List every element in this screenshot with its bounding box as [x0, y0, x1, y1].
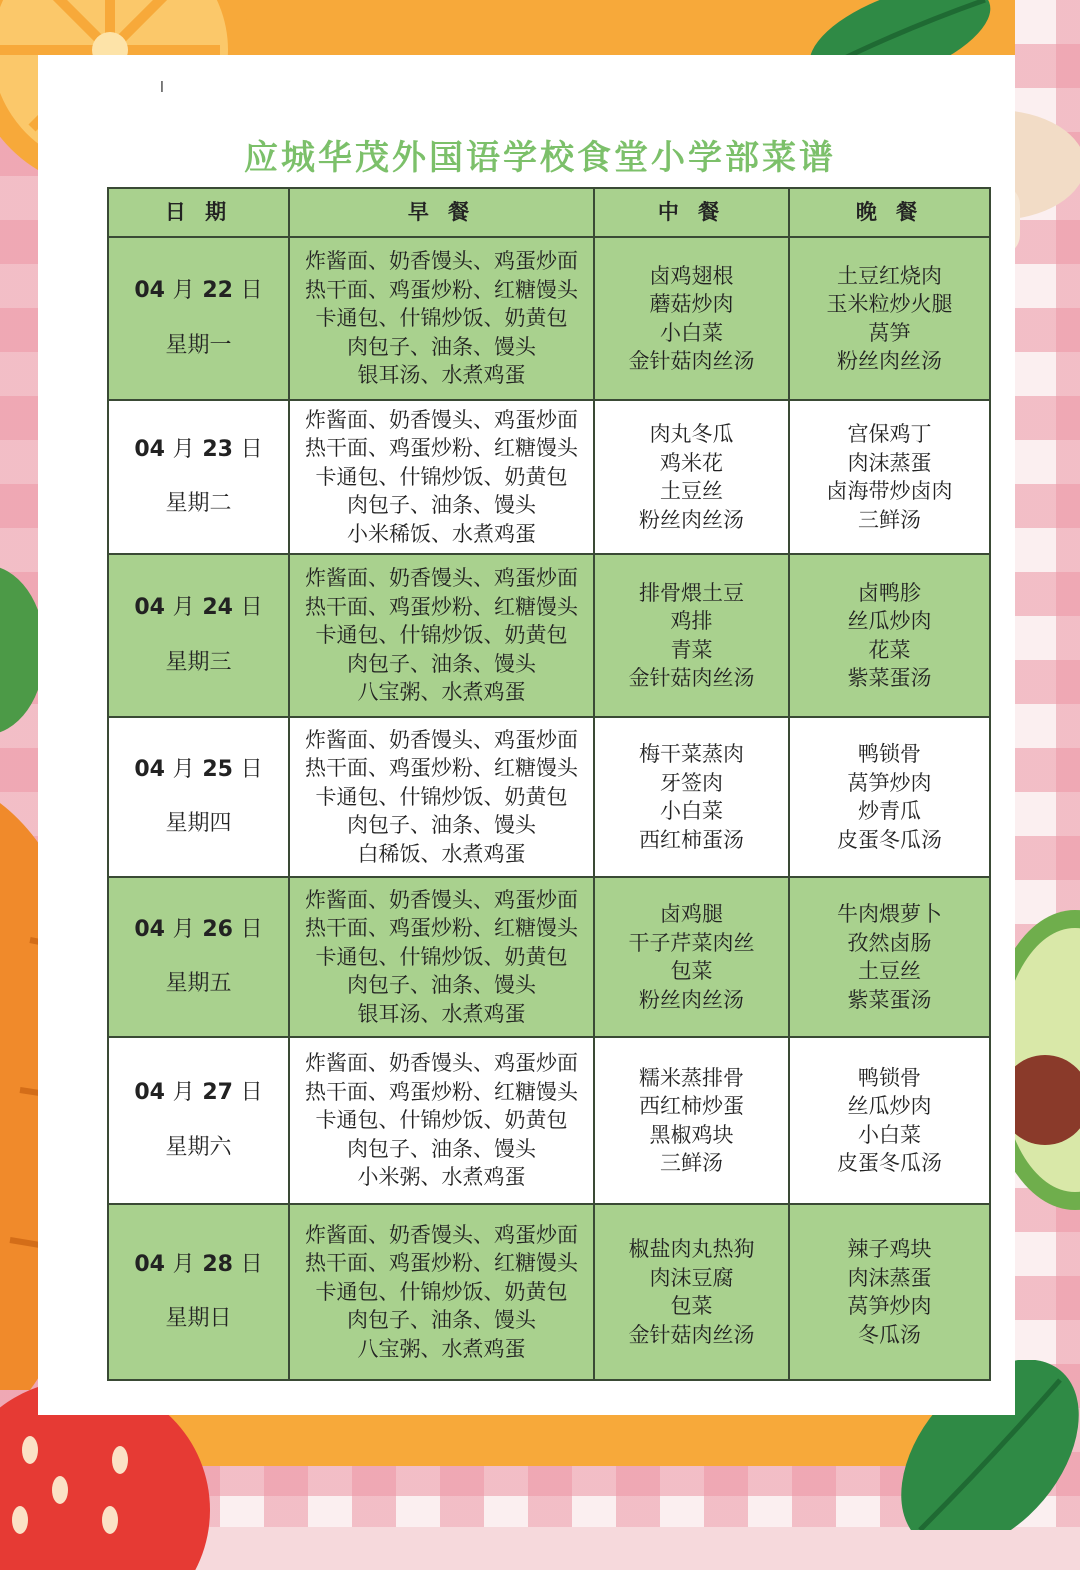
- lunch-item: 蘑菇炒肉: [649, 292, 734, 316]
- dinner-item: 辣子鸡块: [847, 1237, 932, 1261]
- dinner-cell: [789, 717, 990, 877]
- lunch-item: 三鲜汤: [660, 1151, 723, 1175]
- lunch-cell: [594, 1204, 789, 1380]
- breakfast-cell: [289, 237, 594, 400]
- breakfast-item: 热干面、鸡蛋炒粉、红糖馒头: [305, 594, 578, 619]
- dinner-item: 冬瓜汤: [858, 1322, 921, 1347]
- breakfast-cell: [289, 1204, 594, 1380]
- breakfast-item: 银耳汤、水煮鸡蛋: [357, 1001, 526, 1026]
- lunch-cell: [594, 717, 789, 877]
- lunch-item: 肉沫豆腐: [649, 1265, 734, 1290]
- breakfast-item: 八宝粥、水煮鸡蛋: [357, 1336, 526, 1361]
- date-cell: [108, 237, 289, 400]
- weekday-label: 星期六: [165, 1134, 232, 1160]
- lunch-item: 西红柿炒蛋: [639, 1094, 744, 1118]
- breakfast-item: 肉包子、油条、馒头: [347, 973, 536, 998]
- dinner-item: 皮蛋冬瓜汤: [837, 1151, 942, 1175]
- dinner-item: 紫菜蛋汤: [847, 666, 932, 690]
- breakfast-item: 热干面、鸡蛋炒粉、红糖馒头: [305, 916, 578, 941]
- date-cell: [108, 877, 289, 1037]
- breakfast-item: 肉包子、油条、馒头: [347, 1136, 536, 1161]
- lunch-item: 卤鸡翅根: [649, 263, 734, 288]
- lunch-cell: [594, 1037, 789, 1204]
- breakfast-item: 热干面、鸡蛋炒粉、红糖馒头: [305, 756, 578, 781]
- lunch-item: 包菜: [670, 1294, 713, 1318]
- weekday-label: 星期一: [165, 332, 232, 358]
- corner-mark: l: [160, 80, 164, 96]
- breakfast-cell: [289, 717, 594, 877]
- breakfast-item: 卡通包、什锦炒饭、奶黄包: [315, 944, 568, 969]
- breakfast-item: 肉包子、油条、馒头: [347, 334, 536, 359]
- breakfast-item: 卡通包、什锦炒饭、奶黄包: [315, 464, 568, 489]
- breakfast-cell: [289, 1037, 594, 1204]
- dinner-cell: [789, 237, 990, 400]
- dinner-item: 粉丝肉丝汤: [837, 349, 942, 373]
- breakfast-cell: [289, 554, 594, 717]
- dinner-item: 炒青瓜: [858, 799, 921, 823]
- date-label: 04 月 25 日: [134, 756, 263, 782]
- lunch-item: 小白菜: [660, 799, 723, 823]
- date-label: 04 月 24 日: [134, 595, 263, 620]
- breakfast-item: 炸酱面、奶香馒头、鸡蛋炒面: [305, 407, 578, 432]
- breakfast-item: 白稀饭、水煮鸡蛋: [357, 841, 526, 866]
- dinner-item: 卤海带炒卤肉: [826, 479, 953, 503]
- dinner-item: 土豆丝: [858, 959, 921, 983]
- date-cell: [108, 554, 289, 717]
- dinner-item: 鸭锁骨: [858, 742, 921, 766]
- date-label: 04 月 26 日: [134, 916, 263, 942]
- weekday-label: 星期日: [165, 1306, 232, 1331]
- dinner-item: 牛肉煨萝卜: [837, 902, 942, 926]
- lunch-item: 粉丝肉丝汤: [639, 507, 744, 532]
- dinner-item: 三鲜汤: [858, 507, 921, 532]
- dinner-item: 莴笋: [868, 320, 911, 345]
- lunch-item: 青菜: [670, 637, 713, 662]
- dinner-item: 皮蛋冬瓜汤: [837, 827, 942, 852]
- dinner-item: 丝瓜炒肉: [847, 1094, 932, 1118]
- lunch-item: 西红柿蛋汤: [639, 827, 744, 852]
- breakfast-item: 肉包子、油条、馒头: [347, 813, 536, 838]
- date-label: 04 月 27 日: [134, 1080, 263, 1105]
- dinner-item: 花菜: [868, 637, 911, 662]
- breakfast-item: 热干面、鸡蛋炒粉、红糖馒头: [305, 1251, 578, 1276]
- breakfast-cell: [289, 877, 594, 1037]
- lunch-item: 椒盐肉丸热狗: [628, 1237, 755, 1261]
- breakfast-item: 炸酱面、奶香馒头、鸡蛋炒面: [305, 887, 578, 912]
- lunch-item: 粉丝肉丝汤: [639, 987, 744, 1012]
- table-row: [108, 237, 990, 400]
- date-cell: [108, 717, 289, 877]
- lunch-item: 黑椒鸡块: [649, 1122, 734, 1147]
- lunch-item: 小白菜: [660, 320, 723, 345]
- breakfast-cell: [289, 400, 594, 554]
- dinner-item: 肉沫蒸蛋: [847, 450, 932, 475]
- breakfast-item: 热干面、鸡蛋炒粉、红糖馒头: [305, 436, 578, 461]
- breakfast-item: 卡通包、什锦炒饭、奶黄包: [315, 306, 568, 331]
- table-row: [108, 1037, 990, 1204]
- lunch-cell: [594, 400, 789, 554]
- header-dinner: 晚 餐: [789, 188, 990, 237]
- breakfast-item: 炸酱面、奶香馒头、鸡蛋炒面: [305, 1051, 578, 1076]
- breakfast-item: 八宝粥、水煮鸡蛋: [357, 680, 526, 705]
- dinner-item: 玉米粒炒火腿: [826, 292, 953, 316]
- dinner-cell: [789, 1204, 990, 1380]
- dinner-cell: [789, 400, 990, 554]
- dinner-cell: [789, 554, 990, 717]
- breakfast-item: 炸酱面、奶香馒头、鸡蛋炒面: [305, 566, 578, 591]
- dinner-item: 莴笋炒肉: [847, 770, 932, 795]
- lunch-item: 包菜: [670, 959, 713, 983]
- weekday-label: 星期三: [165, 649, 232, 675]
- table-row: [108, 400, 990, 554]
- lunch-item: 肉丸冬瓜: [649, 422, 734, 446]
- dinner-item: 莴笋炒肉: [847, 1294, 932, 1318]
- dinner-item: 丝瓜炒肉: [847, 609, 932, 633]
- lunch-item: 干子芹菜肉丝: [628, 930, 755, 955]
- lunch-item: 鸡米花: [660, 450, 723, 475]
- breakfast-item: 卡通包、什锦炒饭、奶黄包: [315, 1279, 568, 1304]
- header-breakfast: 早 餐: [289, 188, 594, 237]
- date-label: 04 月 23 日: [134, 436, 263, 462]
- weekday-label: 星期五: [165, 971, 232, 996]
- dinner-item: 孜然卤肠: [847, 930, 932, 955]
- breakfast-item: 小米稀饭、水煮鸡蛋: [347, 521, 536, 546]
- table-row: [108, 877, 990, 1037]
- lunch-item: 卤鸡腿: [660, 902, 723, 926]
- dinner-item: 宫保鸡丁: [847, 422, 932, 446]
- dinner-item: 肉沫蒸蛋: [847, 1265, 932, 1290]
- lunch-item: 金针菇肉丝汤: [628, 666, 755, 690]
- lunch-item: 梅干菜蒸肉: [639, 742, 744, 766]
- dinner-cell: [789, 1037, 990, 1204]
- lunch-item: 金针菇肉丝汤: [628, 1322, 755, 1347]
- breakfast-item: 小米粥、水煮鸡蛋: [357, 1165, 526, 1190]
- breakfast-item: 卡通包、什锦炒饭、奶黄包: [315, 784, 568, 809]
- lunch-cell: [594, 554, 789, 717]
- breakfast-item: 银耳汤、水煮鸡蛋: [357, 363, 526, 388]
- page-title: 应城华茂外国语学校食堂小学部菜谱: [244, 138, 836, 178]
- lunch-item: 糯米蒸排骨: [639, 1065, 744, 1090]
- date-cell: [108, 400, 289, 554]
- table-header-row: [108, 188, 990, 237]
- breakfast-item: 肉包子、油条、馒头: [347, 1308, 536, 1333]
- weekday-label: 星期四: [165, 811, 232, 836]
- breakfast-item: 炸酱面、奶香馒头、鸡蛋炒面: [305, 1222, 578, 1247]
- date-cell: [108, 1204, 289, 1380]
- table-row: [108, 554, 990, 717]
- date-cell: [108, 1037, 289, 1204]
- breakfast-item: 卡通包、什锦炒饭、奶黄包: [315, 1108, 568, 1133]
- breakfast-item: 热干面、鸡蛋炒粉、红糖馒头: [305, 277, 578, 302]
- breakfast-item: 炸酱面、奶香馒头、鸡蛋炒面: [305, 727, 578, 752]
- table-row: [108, 1204, 990, 1380]
- lunch-item: 牙签肉: [660, 770, 723, 795]
- dinner-item: 卤鸭胗: [858, 580, 921, 605]
- dinner-item: 小白菜: [858, 1122, 921, 1147]
- header-date: 日 期: [108, 188, 289, 237]
- breakfast-item: 热干面、鸡蛋炒粉、红糖馒头: [305, 1079, 578, 1104]
- lunch-item: 鸡排: [670, 609, 713, 633]
- lunch-cell: [594, 237, 789, 400]
- dinner-item: 紫菜蛋汤: [847, 987, 932, 1012]
- breakfast-item: 卡通包、什锦炒饭、奶黄包: [315, 623, 568, 648]
- date-label: 04 月 22 日: [134, 278, 263, 303]
- dinner-item: 土豆红烧肉: [837, 263, 942, 288]
- date-label: 04 月 28 日: [134, 1251, 263, 1277]
- menu-table: [107, 187, 991, 1381]
- lunch-item: 排骨煨土豆: [639, 580, 744, 605]
- breakfast-item: 炸酱面、奶香馒头、鸡蛋炒面: [305, 249, 578, 274]
- lunch-item: 土豆丝: [660, 479, 723, 503]
- dinner-item: 鸭锁骨: [858, 1065, 921, 1090]
- table-row: [108, 717, 990, 877]
- breakfast-item: 肉包子、油条、馒头: [347, 651, 536, 676]
- header-lunch: 中 餐: [594, 188, 789, 237]
- dinner-cell: [789, 877, 990, 1037]
- lunch-item: 金针菇肉丝汤: [628, 349, 755, 373]
- breakfast-item: 肉包子、油条、馒头: [347, 493, 536, 518]
- weekday-label: 星期二: [165, 491, 232, 516]
- lunch-cell: [594, 877, 789, 1037]
